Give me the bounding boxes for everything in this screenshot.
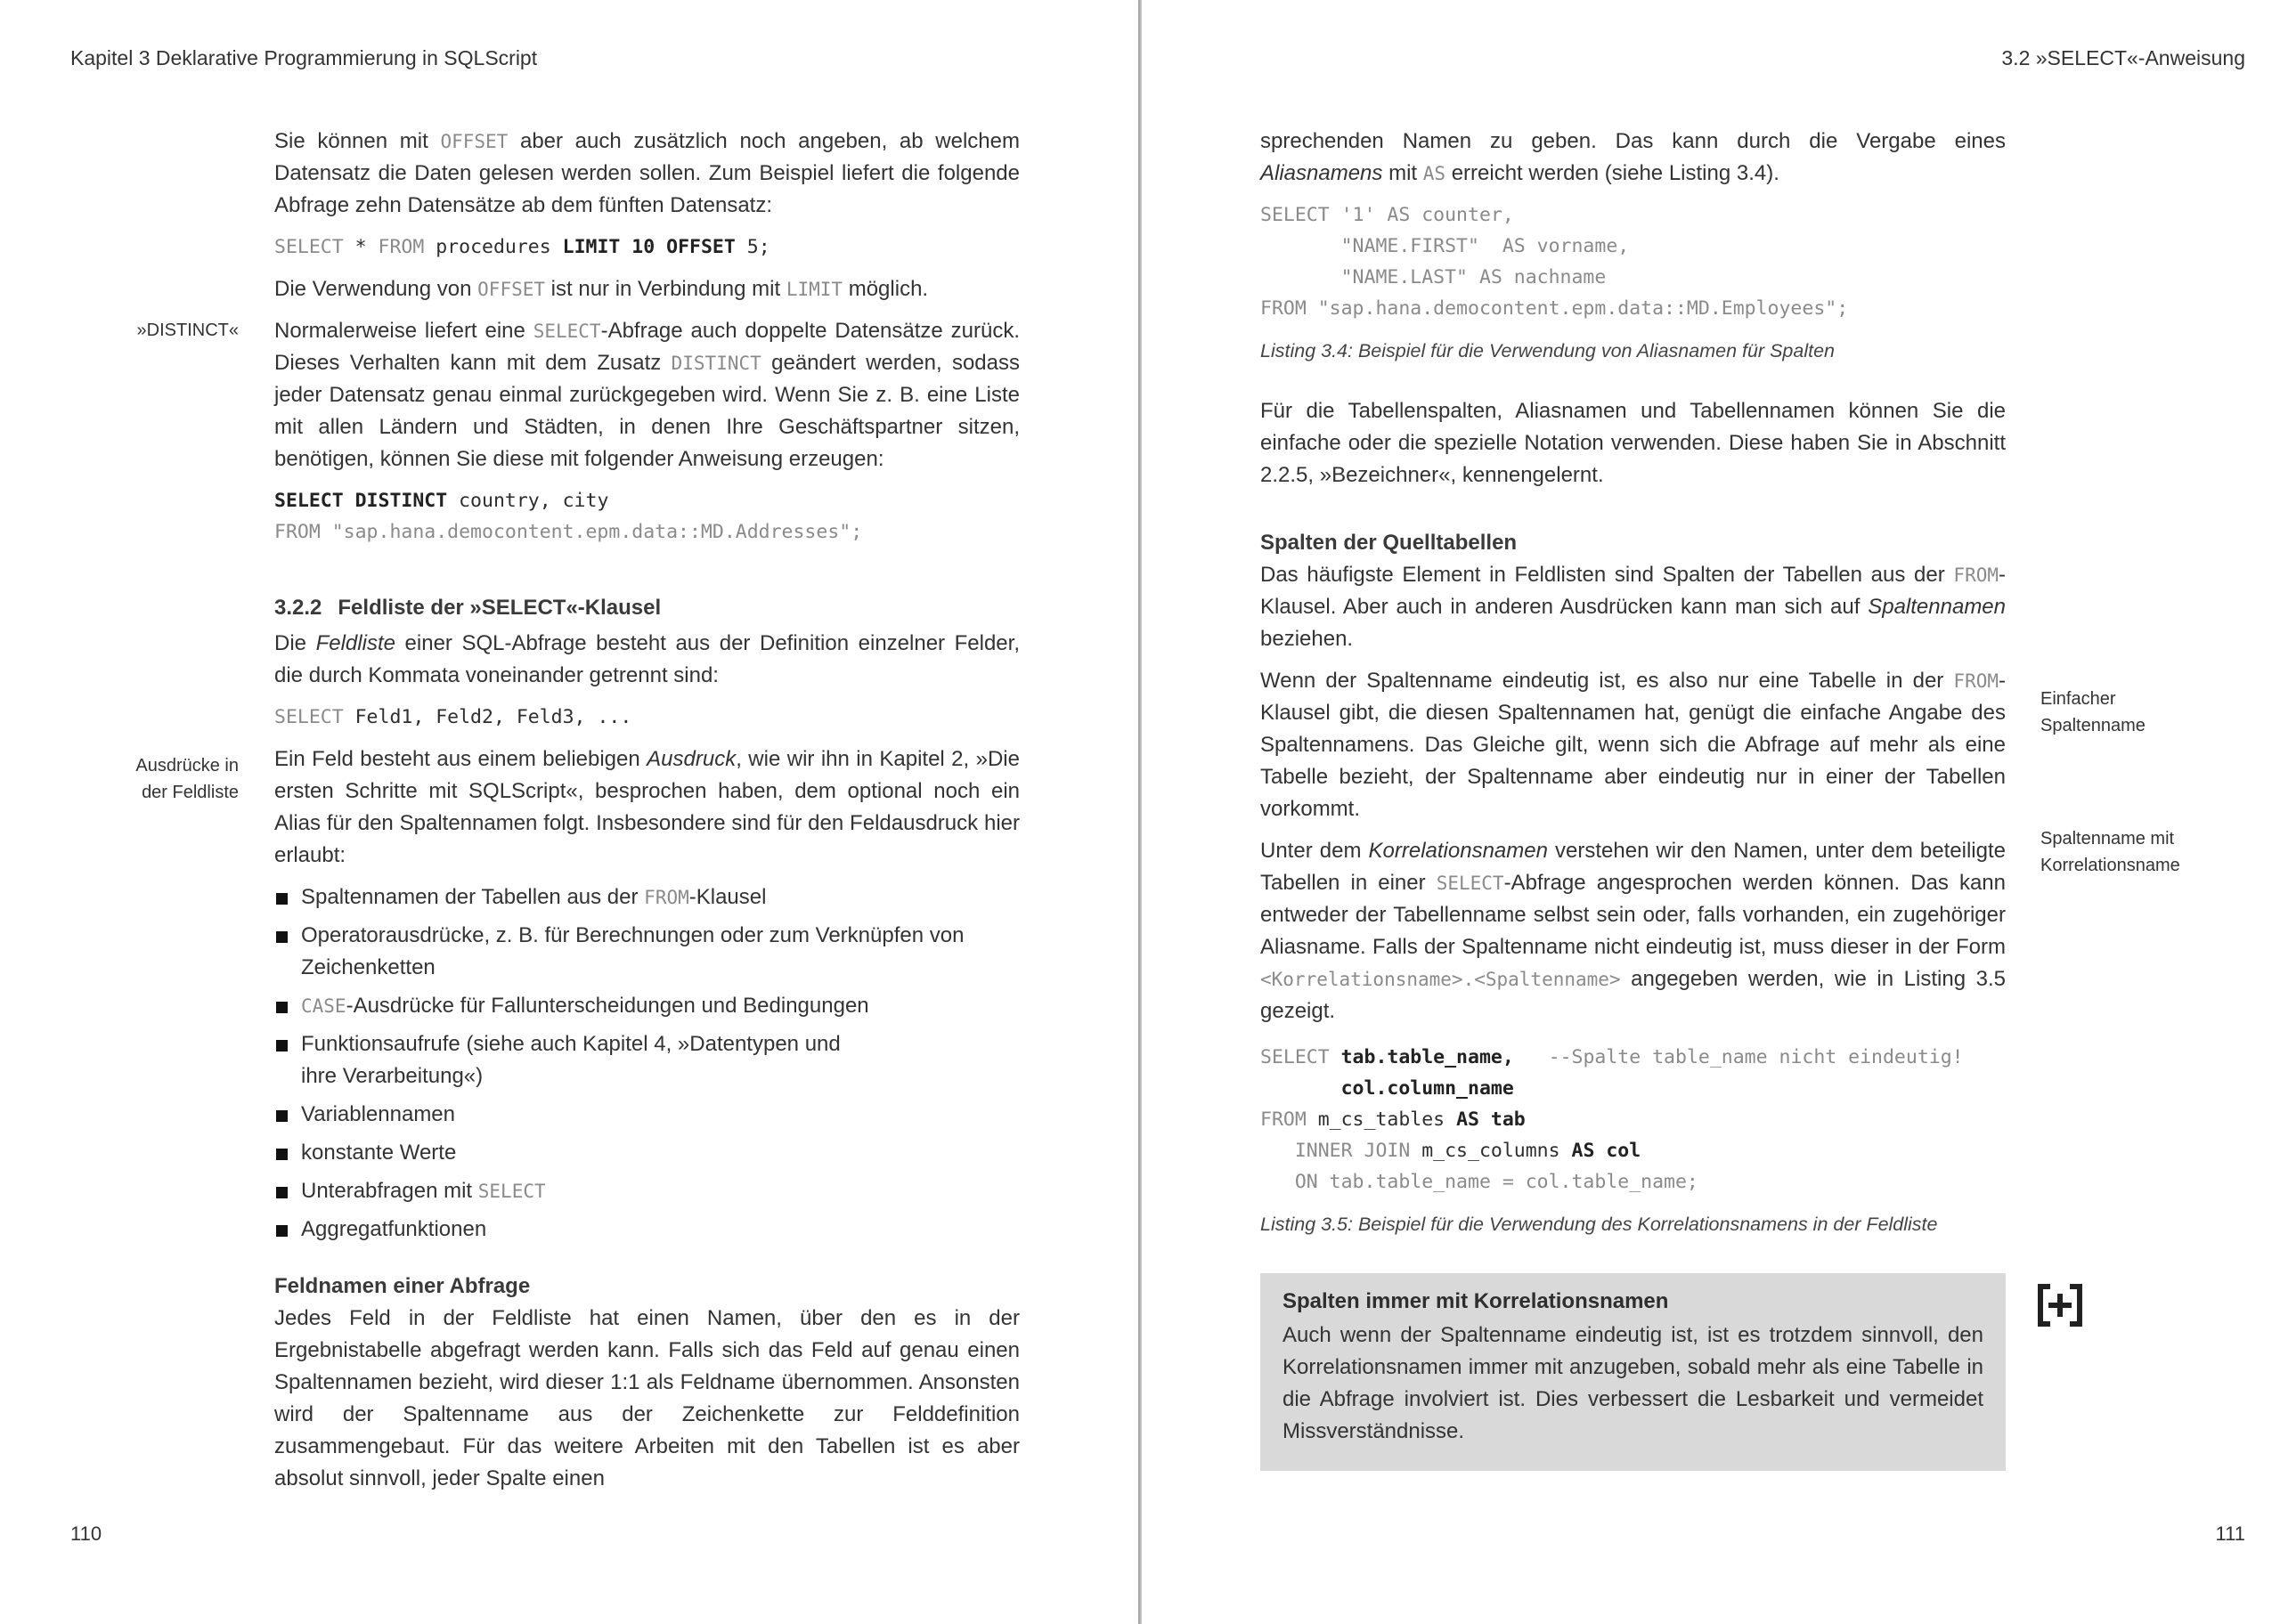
list-item: CASE-Ausdrücke für Fallunterscheidungen und Bedingungen: [274, 990, 1020, 1022]
section-heading-3-2-2: 3.2.2 Feldliste der »SELECT«-Klausel: [274, 596, 662, 620]
info-box-text: Auch wenn der Spaltenname eindeutig ist, ist es trotzdem sinnvoll, den Korrelationsnamen immer mit anzugeben, sobald mehr als eine Tabelle in die Abfrage involviert ist. Dies verbessert die Lesbarkeit und vermeidet Missverständnisse.: [1282, 1323, 1983, 1443]
subheading-feldnamen: Feldnamen einer Abfrage: [274, 1274, 531, 1298]
paragraph: Die Feldliste einer SQL-Abfrage besteht aus der Definition einzelner Felder, die durch Kommata voneinander getrennt sind:: [274, 631, 1020, 687]
bullet-list: [274, 881, 1020, 1246]
code-listing-3-4: SELECT '1' AS counter, "NAME.FIRST" AS vorname, "NAME.LAST" AS nachname FROM "sap.hana.democontent.epm.data::MD.Employees";: [1260, 204, 1849, 320]
margin-note-ausdruecke: Ausdrücke in der Feldliste: [135, 756, 239, 802]
info-box-title: Spalten immer mit Korrelationsnamen: [1282, 1289, 1669, 1313]
running-head-left: Kapitel 3 Deklarative Programmierung in SQLScript: [70, 46, 538, 69]
left-text-column: [274, 126, 1020, 1505]
code-block-feldliste: SELECT Feld1, Feld2, Feld3, ...: [274, 706, 632, 728]
margin-note-einfach: Einfacher Spaltenname: [2040, 689, 2146, 735]
paragraph: Das häufigste Element in Feldlisten sind Spalten der Tabellen aus der FROM-Klausel. Aber auch in anderen Ausdrücken kann man sich auf Spaltennamen beziehen.: [1260, 563, 2006, 651]
paragraph: Die Verwendung von OFFSET ist nur in Verbindung mit LIMIT möglich.: [274, 277, 929, 301]
paragraph: Normalerweise liefert eine SELECT-Abfrage auch doppelte Datensätze zurück. Dieses Verhalten kann mit dem Zusatz DISTINCT geändert werden, sodass jeder Datensatz genau einmal zurückgegeben wird. Wenn Sie z. B. eine Liste mit allen Ländern und Städten, in denen Ihre Geschäftspartner sitzen, benötigen, können Sie diese mit folgender Anweisung erzeugen:: [274, 319, 1020, 471]
listing-caption-3-5: Listing 3.5: Beispiel für die Verwendung des Korrelationsnamens in der Feldliste: [1260, 1214, 1938, 1235]
margin-note-distinct: »DISTINCT«: [136, 321, 239, 340]
code-block-offset: SELECT * FROM procedures LIMIT 10 OFFSET 5;: [274, 236, 770, 258]
page-number-right: 111: [2215, 1522, 2245, 1545]
list-item: konstante Werte: [274, 1137, 1020, 1169]
margin-note-korrelation: Spaltenname mit Korrelationsname: [2040, 829, 2180, 875]
paragraph: sprechenden Namen zu geben. Das kann durch die Vergabe eines Aliasnamens mit AS erreicht werden (siehe Listing 3.4).: [1260, 129, 2006, 185]
plus-bracket-icon: [2038, 1284, 2082, 1327]
paragraph: Sie können mit OFFSET aber auch zusätzlich noch angeben, ab welchem Datensatz die Daten gelesen werden sollen. Zum Beispiel liefert die folgende Abfrage zehn Datensätze ab dem fünften Datensatz:: [274, 129, 1020, 217]
list-item: Aggregatfunktionen: [274, 1214, 1020, 1246]
info-box: [1260, 1273, 2006, 1471]
right-text-column: [1260, 126, 2006, 1269]
paragraph: Wenn der Spaltenname eindeutig ist, es also nur eine Tabelle in der FROM-Klausel gibt, die diesen Spaltennamen hat, genügt die einfache Angabe des Spaltennamens. Das Gleiche gilt, wenn sich die Abfrage auf mehr als eine Tabelle bezieht, der Spaltenname aber eindeutig nur in einer der Tabellen vorkommt.: [1260, 669, 2006, 821]
code-listing-3-5: SELECT tab.table_name, --Spalte table_name nicht eindeutig! col.column_name FROM m_cs_tables AS tab INNER JOIN m_cs_columns AS col ON tab.table_name = col.table_name;: [1260, 1046, 1964, 1193]
list-item: Variablennamen: [274, 1099, 1020, 1131]
paragraph: Jedes Feld in der Feldliste hat einen Namen, über den es in der Ergebnistabelle abgefragt werden kann. Falls sich das Feld auf genau einen Spaltennamen bezieht, wird dieser 1:1 als Feldname übernommen. Ansonsten wird der Spaltenname aus der Zeichenkette zur Felddefinition zusammengebaut. Für das weitere Arbeiten mit den Tabellen ist es aber absolut sinnvoll, jeder Spalte einen: [274, 1306, 1020, 1490]
listing-caption-3-4: Listing 3.4: Beispiel für die Verwendung von Aliasnamen für Spalten: [1260, 340, 1835, 361]
left-page: [0, 0, 1138, 1624]
running-head-right: 3.2 »SELECT«-Anweisung: [2001, 46, 2245, 69]
paragraph: Ein Feld besteht aus einem beliebigen Ausdruck, wie wir ihn in Kapitel 2, »Die ersten Schritte mit SQLScript«, besprochen haben, dem optional noch ein Alias für den Spaltennamen folgt. Insbesondere sind für den Feldausdruck hier erlaubt:: [274, 747, 1020, 867]
paragraph: Unter dem Korrelationsnamen verstehen wir den Namen, unter dem beteiligte Tabellen in einer SELECT-Abfrage angesprochen werden können. Das kann entweder der Tabellenname selbst sein oder, falls vorhanden, ein zugehöriger Aliasname. Falls der Spaltenname nicht eindeutig ist, muss dieser in der Form <Korrelationsname>.<Spaltenname> angegeben werden, wie in Listing 3.5 gezeigt.: [1260, 839, 2006, 1023]
page-number-left: 110: [70, 1522, 102, 1545]
list-item: Unterabfragen mit SELECT: [274, 1175, 1020, 1207]
list-item: Spaltennamen der Tabellen aus der FROM-Klausel: [274, 881, 1020, 914]
list-item: Funktionsaufrufe (siehe auch Kapitel 4, »Datentypen und ihre Verarbeitung«): [274, 1028, 1020, 1092]
code-block-distinct: SELECT DISTINCT country, city FROM "sap.hana.democontent.epm.data::MD.Addresses";: [274, 490, 863, 543]
paragraph: Für die Tabellenspalten, Aliasnamen und Tabellennamen können Sie die einfache oder die spezielle Notation verwenden. Diese haben Sie in Abschnitt 2.2.5, »Bezeichner«, kennengelernt.: [1260, 399, 2006, 487]
subheading-quelltabellen: Spalten der Quelltabellen: [1260, 531, 1518, 555]
list-item: Operatorausdrücke, z. B. für Berechnungen oder zum Verknüpfen von Zeichenketten: [274, 920, 1020, 984]
